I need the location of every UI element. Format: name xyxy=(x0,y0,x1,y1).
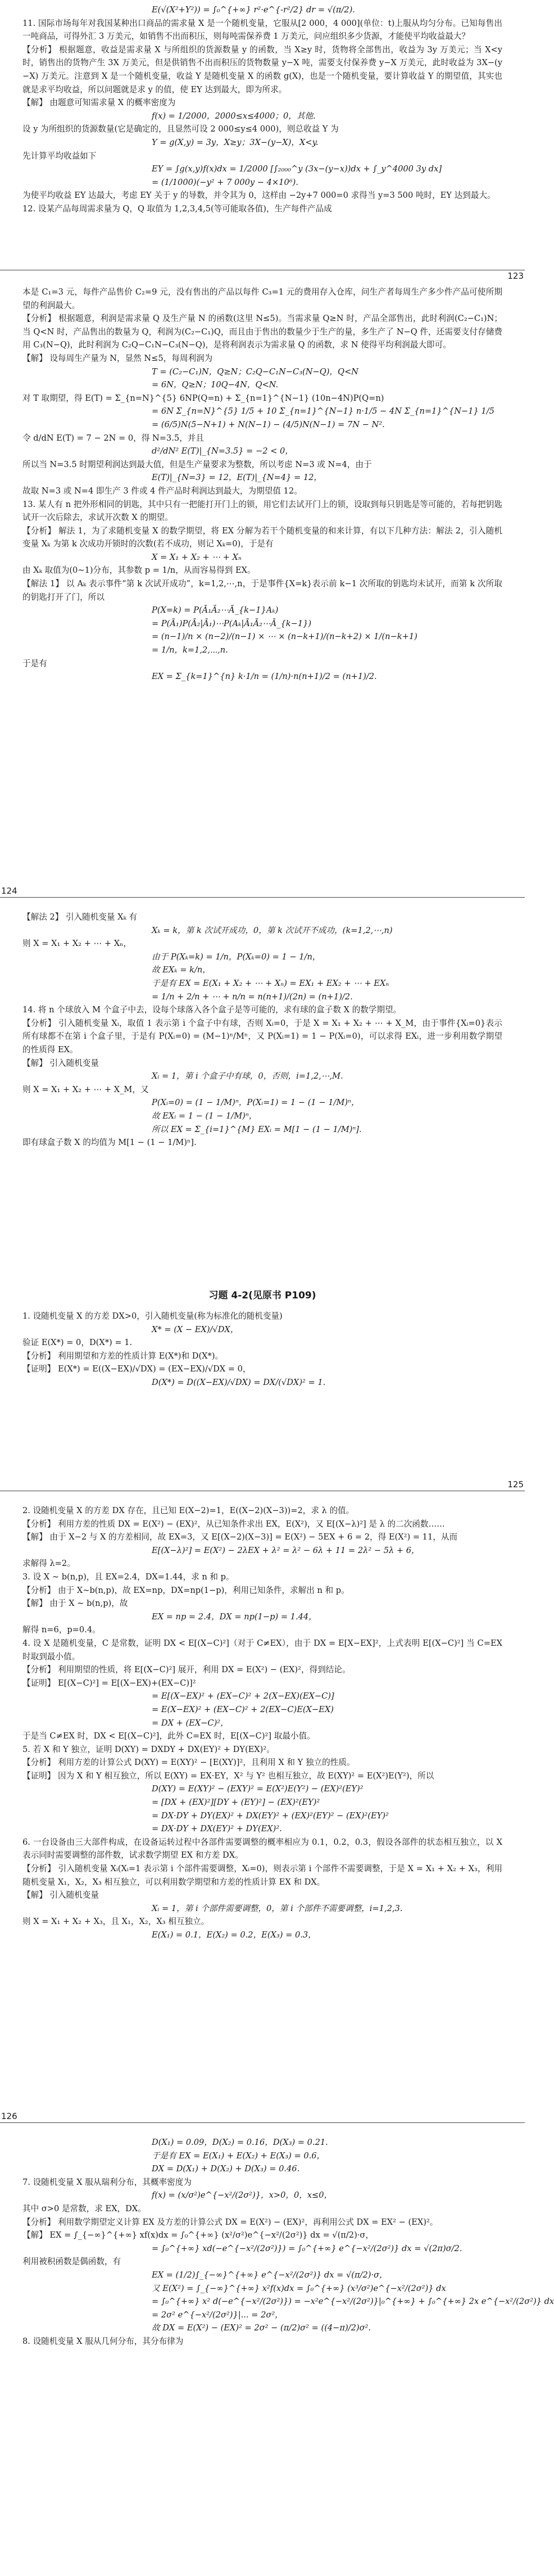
problem-11: 11. 国际市场每年对我国某种出口商品的需求量 X 是一个随机变量，它服从[2 000，4 000](单位：t)上服从均匀分布。已知每售出一吨商品，可得外汇 3 万美元，如销售不出而积压，则每吨需保养费 1 万美元，问应组织多少货源，才能使平均收益最大？ xyxy=(22,18,502,42)
formula-sum: X = X₁ + X₂ + ⋯ + Xₙ xyxy=(152,552,242,562)
formula-ex7-2: EX = (1/2)∫_{−∞}^{+∞} e^{−x²/(2σ²)} dx = √(π/2)·σ， xyxy=(152,2270,388,2280)
solution-14-intro: 【解】 引入随机变量 xyxy=(22,1058,99,1068)
formula-ex6-d: D(X₁) = 0.09，D(X₂) = 0.16，D(X₃) = 0.21. xyxy=(152,2138,328,2147)
formula-et-2: = 6N Σ_{n=N}^{5} 1/5 + 10 Σ_{n=1}^{N−1} n·1/5 − 4N Σ_{n=1}^{N−1} 1/5 xyxy=(152,406,494,416)
formula-ex7-5: = 2σ² e^{−x²/(2σ²)}|... = 2σ²， xyxy=(152,2310,283,2320)
analysis-11: 【分析】 根据题意，收益是需求量 X 与所组织的货源数量 y 的函数，当 X≥y 时，货物将全部售出，收益为 3y 万美元；当 X<y 时，销售出的货物产生 3X 万美元，但是供销售不出而积压的货物数量 y−X 吨，需要支付保养费 y−X 万美元，此时收益为 3X−(y−X) 万美元。注意到 X 是一个随机变量，收益 Y 是随机变量 X 的函数 g(X)，也是一个随机变量，要计算收益 Y 的期望值，其实也就是求平均收益，所以问题就是求 y 的值，使 EY 达到最大，即为所求。 xyxy=(22,44,502,94)
text-block-3 xyxy=(22,911,502,1149)
formula-profit: T = (C₂−C₁)N，Q≥N；C₂Q−C₁N−C₃(N−Q)，Q<N xyxy=(152,366,358,377)
text-block-4 xyxy=(22,1310,502,1389)
solution-11-text2: 先计算平均收益如下 xyxy=(22,151,97,161)
solution-14-conclusion: 即有球盒子数 X 的均值为 M[1 − (1 − 1/M)ⁿ]. xyxy=(22,1138,197,1148)
solution-ex3-end: 解得 n=6，p=0.4。 xyxy=(22,1625,101,1635)
formula-et: 对 T 取期望，得 E(T) = Σ_{n=N}^{5} 6NP(Q=n) + Σ_{n=1}^{N−1} (10n−4N)P(Q=n) xyxy=(22,393,384,403)
solution-13-2: 【解法 2】 引入随机变量 Xₖ 有 xyxy=(22,912,138,922)
solution-ex3: 【解】 由于 X ~ b(n,p)，故 xyxy=(22,1599,128,1609)
problem-12-cont: 本是 C₁=3 元，每件产品售价 C₂=9 元，没有售出的产品以每件 C₃=1 元的费用存入仓库，问生产者每周生产多少件产品可使所期望的利润最大。 xyxy=(22,287,502,310)
page-divider xyxy=(0,2122,525,2123)
solution-14-text: 则 X = X₁ + X₂ + ⋯ + X_M，又 xyxy=(22,1084,149,1094)
text-block-5 xyxy=(22,1504,502,1942)
page-number: 124 xyxy=(1,886,17,896)
formula-revenue: Y = g(X,y) = 3y，X≥y；3X−(y−X)，X<y. xyxy=(152,137,319,147)
exercise-7: 7. 设随机变量 X 服从瑞利分布，其概率密度为 xyxy=(22,2177,192,2187)
formula-ex4-2: = E(X−EX)² + (EX−C)² + 2(EX−C)E(X−EX) xyxy=(152,1704,334,1714)
formula-pxk-3: = (n−1)/n × (n−2)/(n−1) × ⋯ × (n−k+1)/(n−k+2) × 1/(n−k+1) xyxy=(152,632,417,642)
formula-ex: EX = Σ_{k=1}^{n} k·1/n = (1/n)·n(n+1)/2 = (n+1)/2. xyxy=(152,672,377,682)
analysis-ex6: 【分析】 引入随机变量 Xᵢ(Xᵢ=1 表示第 i 个部件需要调整，Xᵢ=0)，则表示第 i 个部件不需要调整，于是 X = X₁ + X₂ + X₃，利用随机变量 X₁，X₂，X₃ 相互独立，可以利用数学期望和方差的性质计算 EX 和 DX。 xyxy=(22,1864,502,1887)
formula-line: E(√(X²+Y²)) = ∫₀^{+∞} r²·e^{-r²/2} dr = √(π/2). xyxy=(152,5,355,15)
solution-12-deriv: 令 d/dN E(T) = 7 − 2N = 0，得 N=3.5，并且 xyxy=(22,433,204,443)
proof-ex4-end: 于是当 C≠EX 时，DX < E[(X−C)²]，此外 C=EX 时，E[(X−C)²] 取最小值。 xyxy=(22,1731,315,1741)
analysis-ex5: 【分析】 利用方差的计算公式 D(XY) = E(XY)² − [E(XY)]²，且利用 X 和 Y 独立的性质。 xyxy=(22,1758,355,1768)
solution-11-conclusion: 为使平均收益 EY 达最大，考虑 EY 关于 y 的导数，并令其为 0，这样由 −2y+7 000=0 求得当 y=3 500 吨时，EY 达到最大。 xyxy=(22,191,496,201)
problem-14: 14. 将 n 个球放入 M 个盒子中去，设每个球落入各个盒子是等可能的，求有球的盒子数 X 的数学期望。 xyxy=(22,1005,402,1015)
page-number: 123 xyxy=(507,271,524,281)
solution-ex7: 【解】 EX = ∫_{−∞}^{+∞} xf(x)dx = ∫₀^{+∞} (x²/σ²)e^{−x²/(2σ²)} dx = √(π/2)·σ， xyxy=(22,2230,374,2240)
exercise-5: 5. 若 X 和 Y 独立，证明 D(XY) = DXDY + DX(EY)² + DY(EX)²。 xyxy=(22,1744,275,1754)
formula-ex-sum-2: = 1/n + 2/n + ⋯ + n/n = n(n+1)/(2n) = (n+1)/2. xyxy=(152,992,353,1002)
analysis-ex7: 【分析】 利用数学期望定义计算 EX 及方差的计算公式 DX = E(X²) − (EX)²，再利用公式 DX = EX² − (EX)²。 xyxy=(22,2217,438,2227)
exercise-8: 8. 设随机变量 X 服从几何分布，其分布律为 xyxy=(22,2336,184,2346)
solution-12-conclusion: 故取 N=3 或 N=4 即生产 3 件或 4 件产品时利润达到最大，为期望值 12。 xyxy=(22,486,302,496)
exercise-4: 4. 设 X 是随机变量，C 是常数，证明 DX < E[(X−C)²]（对于 C≠EX），由于 DX = E[X−EX]²，上式表明 E[(X−C)²] 当 C=EX 时取到最小值。 xyxy=(22,1638,502,1662)
formula-xk: Xₖ = k，第 k 次试开成功，0，第 k 次试开不成功，(k=1,2,⋯,n) xyxy=(152,925,393,935)
problem-13: 13. 某人有 n 把外形相同的钥匙，其中只有一把能打开门上的锁，用它们去试开门上的锁，设取到每只钥匙是等可能的，若每把钥匙试开一次后除去，求试开次数 X 的期望。 xyxy=(22,499,502,523)
page-divider xyxy=(0,897,525,898)
formula-ex3: EX = np = 2.4，DX = np(1−p) = 1.44， xyxy=(152,1611,317,1622)
solution-12-text: 所以当 N=3.5 时期望利润达到最大值，但是生产量要求为整数，所以考虑 N=3 或 N=4，由于 xyxy=(22,459,372,469)
formula-expectation-2: = (1/1000)(−y² + 7 000y − 4×10⁶). xyxy=(152,177,298,187)
solution-13-2-text: 则 X = X₁ + X₂ + ⋯ + Xₙ， xyxy=(22,939,132,949)
solution-ex7-text: 利用被积函数是偶函数，有 xyxy=(22,2257,121,2267)
analysis-ex2: 【分析】 利用方差的性质 DX = E(X²) − (EX)²，从已知条件求出 EX，E(X²)，又 E[(X−λ)²] 是 λ 的二次函数…… xyxy=(22,1519,445,1529)
solution-11-intro: 【解】 由题意可知需求量 X 的概率密度为 xyxy=(22,98,176,108)
formula-ex6-dx: DX = D(X₁) + D(X₂) + D(X₃) = 0.46. xyxy=(152,2164,300,2174)
formula-et-3: = (6/5)N(5−N+1) + N(N−1) − (4/5)N(N−1) = 7N − N². xyxy=(152,419,385,429)
proof-ex4: 【证明】 E[(X−C)²] = E[(X−EX)+(EX−C)]² xyxy=(22,1678,196,1688)
page-number: 126 xyxy=(1,2111,17,2121)
formula-xi: Xᵢ = 1，第 i 个盒子中有球，0，否则，i=1,2,⋯,M. xyxy=(152,1071,343,1081)
solution-ex2: 【解】 由于 X−2 与 X 的方差相同，故 EX=3，又 E[(X−2)(X−3)] = E(X²) − 5EX + 6 = 2，得 E(X²) = 11，从而 xyxy=(22,1532,458,1542)
analysis-ex4: 【分析】 利用期望的性质，将 E[(X−C)²] 展开，利用 DX = E(X²) − (EX)²，得到结论。 xyxy=(22,1665,351,1675)
solution-ex6-text: 则 X = X₁ + X₂ + X₃，且 X₁，X₂，X₃ 相互独立。 xyxy=(22,1917,210,1927)
exercise-1: 1. 设随机变量 X 的方差 DX>0，引入随机变量(称为标准化的随机变量) xyxy=(22,1311,283,1321)
analysis-14: 【分析】 引入随机变量 Xᵢ，取值 1 表示第 i 个盒子中有球，否则 Xᵢ=0，于是 X = X₁ + X₂ + ⋯ + X_M，由于事件{Xᵢ=0}表示所有球都不在第 i 个盒子里，于是有 P(Xᵢ=0) = (M−1)ⁿ/Mⁿ，又 P(Xᵢ=1) = 1 − P(Xᵢ=0)，可以求得 EXᵢ，进一步利用数学期望的性质得 EX。 xyxy=(22,1018,502,1054)
solution-ex2-end: 求解得 λ=2。 xyxy=(22,1559,75,1569)
exercise-7-text: 其中 σ>0 是常数，求 EX，DX。 xyxy=(22,2203,146,2213)
formula-exi: 故 EXᵢ = 1 − (1 − 1/M)ⁿ， xyxy=(152,1111,257,1121)
formula-pxk-4: = 1/n，k=1,2,⋯,n. xyxy=(152,645,228,655)
problem-12: 12. 设某产品每周需求量为 Q，Q 取值为 1,2,3,4,5(等可能取各值)，生产每件产品成 xyxy=(22,203,332,214)
text-block-1 xyxy=(22,3,502,216)
formula-ex5-3: = DX·DY + DY(EX)² + DX(EY)² + (EX)²(EY)² − (EX)²(EY)² xyxy=(152,1810,389,1821)
formula-ex4-1: = E[(X−EX)² + (EX−C)² + 2(X−EX)(EX−C)] xyxy=(152,1691,334,1701)
formula-ex6-xi: Xᵢ = 1，第 i 个部件需要调整，0，第 i 个部件不需要调整，i=1,2,3. xyxy=(152,1903,403,1913)
formula-pxk: P(X=k) = P(Ā₁Ā₂⋯Ā_{k−1}Aₖ) xyxy=(152,605,279,615)
formula-pxk-dist: 由于 P(Xₖ=k) = 1/n，P(Xₖ=0) = 1 − 1/n， xyxy=(152,952,321,962)
exercise-3: 3. 设 X ~ b(n,p)，且 EX=2.4，DX=1.44，求 n 和 p。 xyxy=(22,1572,234,1582)
formula-ex-sum: 于是有 EX = E(X₁ + X₂ + ⋯ + Xₙ) = EX₁ + EX₂ + ⋯ + EXₙ xyxy=(152,978,389,988)
section-title: 习题 4-2(见原书 P109) xyxy=(208,1290,316,1301)
formula-ex-14: 所以 EX = Σ_{i=1}^{M} EXᵢ = M[1 − (1 − 1/M)ⁿ]. xyxy=(152,1124,362,1134)
formula-ex4-3: = DX + (EX−C)²， xyxy=(152,1718,229,1728)
formula-ex5-4: = DX·DY + DX(EY)² + DY(EX)². xyxy=(152,1824,282,1834)
formula-ex7-6: 故 DX = E(X²) − (EX)² = 2σ² − (π/2)σ² = ((4−π)/2)σ². xyxy=(152,2323,371,2333)
formula-ex5-1: D(XY) = E(XY)² − (EXY)² = E(X²)E(Y²) − (EX)²(EY)² xyxy=(152,1784,364,1794)
formula-standardized: X* = (X − EX)/√DX， xyxy=(152,1324,239,1334)
exercise-2: 2. 设随机变量 X 的方差 DX 存在，且已知 E(X−2)=1，E((X−2)(X−3))=2，求 λ 的值。 xyxy=(22,1506,355,1515)
formula-second-deriv: d²/dN² E(T)|_{N=3.5} = −2 < 0， xyxy=(152,446,293,456)
analysis-13-b: 由 Xₖ 取值为(0~1)分布，其参数 p = 1/n，从而容易得到 EX。 xyxy=(22,565,256,576)
proof-ex5: 【证明】 因为 X 和 Y 相互独立，所以 E(XY) = EX·EY，X² 与 Y² 也相互独立，故 E(XY)² = E(X²)E(Y²)，所以 xyxy=(22,1771,434,1781)
solution-13-text: 于是有 xyxy=(22,658,47,668)
analysis-ex3: 【分析】 由于 X~b(n,p)，故 EX=np，DX=np(1−p)，利用已知条件，求解出 n 和 p。 xyxy=(22,1585,349,1595)
analysis-12: 【分析】 根据题意，利润是需求量 Q 及生产量 N 的函数(这里 N≤5)。当需求量 Q≥N 时，产品全部售出，此时利润(C₂−C₁)N；当 Q<N 时，产品售出的数量为 Q，利润为(C₂−C₁)Q，而且由于售出的数量少于生产的量，多生产了 N−Q 件，还需要支付存储费用 C₃(N−Q)，此时利润为 C₂Q−C₁N−C₃(N−Q)，是将利润表示为需求量 Q 的函数，求 N 使得平均利润最大即可。 xyxy=(22,314,502,350)
formula-exk: 故 EXₖ = k/n， xyxy=(152,965,211,975)
formula-ex6-ex: 于是有 EX = E(X₁) + E(X₂) + E(X₃) = 0.6， xyxy=(152,2151,325,2161)
text-block-6 xyxy=(22,2136,554,2348)
formula-et-values: E(T)|_{N=3} = 12，E(T)|_{N=4} = 12， xyxy=(152,473,323,483)
formula-ex2: E[(X−λ)²] = E(X²) − 2λEX + λ² = λ² − 6λ + 11 = 2λ² − 5λ + 6， xyxy=(152,1545,420,1555)
solution-12-intro: 【解】 设每周生产量为 N，显然 N≤5，每周利润为 xyxy=(22,353,213,363)
solution-ex6: 【解】 引入随机变量 xyxy=(22,1890,99,1900)
formula-density: f(x) = 1/2000，2000≤x≤4000；0，其他. xyxy=(152,111,316,121)
text-block-2 xyxy=(22,286,502,683)
formula-ex7-3: 又 E(X²) = ∫_{−∞}^{+∞} x²f(x)dx = ∫₀^{+∞} (x³/σ²)e^{−x²/(2σ²)} dx xyxy=(152,2283,446,2293)
formula-pxk-2: = P(Ā₁)P(Ā₂|Ā₁)⋯P(Aₖ|Ā₁Ā₂⋯Ā_{k−1}) xyxy=(152,618,312,628)
formula-ex7-4: = ∫₀^{+∞} x² d(−e^{−x²/(2σ²)}) = −x²e^{−x²/(2σ²)}|₀^{+∞} + ∫₀^{+∞} 2x e^{−x²/(2σ²)} dx xyxy=(152,2297,554,2307)
solution-13-1: 【解法 1】 以 Aₖ 表示事件“第 k 次试开成功”，k=1,2,⋯,n，于是事件{X=k}表示前 k−1 次所取的钥匙均未试开，而第 k 次所取的钥匙打开了门，所以 xyxy=(22,579,502,602)
solution-11-text: 设 y 为所组织的货源数量(它是确定的，且显然可设 2 000≤y≤4 000)，则总收益 Y 为 xyxy=(22,124,339,134)
proof-ex1: 【证明】 E(X*) = E((X−EX)/√DX) = (EX−EX)/√DX = 0， xyxy=(22,1364,251,1374)
formula-pxi: P(Xᵢ=0) = (1 − 1/M)ⁿ，P(Xᵢ=1) = 1 − (1 − 1/M)ⁿ， xyxy=(152,1098,360,1108)
formula-ex5-2: = [DX + (EX)²][DY + (EY)²] − (EX)²(EY)² xyxy=(152,1798,320,1808)
exercise-1-verify: 验证 E(X*) = 0，D(X*) = 1. xyxy=(22,1338,133,1348)
formula-expectation: EY = ∫g(x,y)f(x)dx = 1/2000 [∫₂₀₀₀^y (3x−(y−x))dx + ∫_y^4000 3y dx] xyxy=(152,164,442,174)
formula-dx-star: D(X*) = D((X−EX)/√DX) = DX/(√DX)² = 1. xyxy=(152,1377,326,1387)
formula-profit-2: = 6N，Q≥N；10Q−4N，Q<N. xyxy=(152,380,279,390)
formula-ex6-e: E(X₁) = 0.1，E(X₂) = 0.2，E(X₃) = 0.3， xyxy=(152,1930,316,1940)
formula-ex7-1: = ∫₀^{+∞} xd(−e^{−x²/(2σ²)}) = ∫₀^{+∞} e^{−x²/(2σ²)} dx = √(2π)σ/2. xyxy=(152,2243,462,2253)
page-number: 125 xyxy=(507,1479,524,1490)
exercise-6: 6. 一台设备由三大部件构成，在设备运转过程中各部件需要调整的概率相应为 0.1，0.2，0.3，假设各部件的状态相互独立，以 X 表示同时需要调整的部件数，试求数学期望 EX 和方差 DX。 xyxy=(22,1837,502,1860)
formula-rayleigh: f(x) = (x/σ²)e^{−x²/(2σ²)}，x>0，0，x≤0， xyxy=(152,2190,333,2201)
analysis-13: 【分析】 解法 1，为了求随机变量 X 的数学期望，将 EX 分解为若干个随机变量的和来计算，有以下几种方法：解法 2，引入随机变量 Xₖ 为第 k 次成功开锁时的次数(若不成功，则记 Xₖ=0)，于是有 xyxy=(22,526,502,549)
analysis-ex1: 【分析】 利用期望和方差的性质计算 E(X*)和 D(X*)。 xyxy=(22,1351,224,1361)
